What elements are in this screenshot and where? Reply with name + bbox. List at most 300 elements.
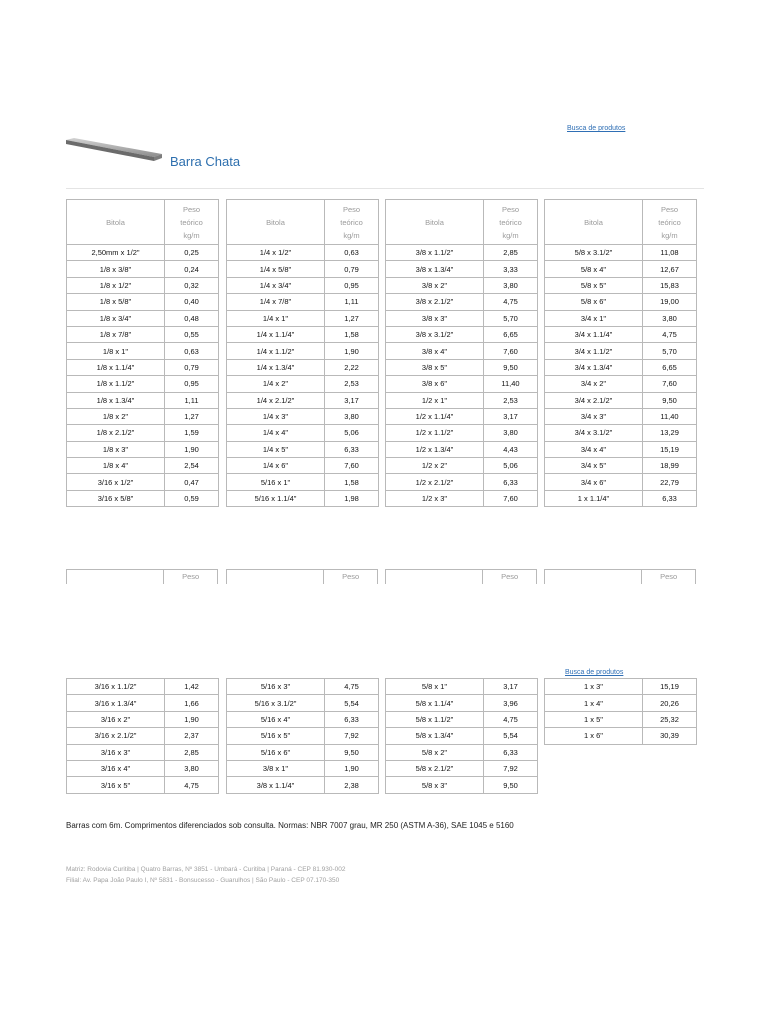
- peso-cell: 1,11: [165, 392, 219, 408]
- bitola-cell: 1 x 1.1/4": [545, 490, 643, 506]
- table-row: [545, 277, 697, 293]
- peso-cell: 1,11: [325, 294, 379, 310]
- table-row: [227, 359, 379, 375]
- gauge-weight-table: [66, 199, 219, 507]
- table-row: [386, 245, 538, 261]
- bitola-cell: 1 x 3": [545, 679, 643, 695]
- peso-cell: 25,32: [643, 711, 697, 727]
- peso-cell: 0,40: [165, 294, 219, 310]
- bitola-cell: 3/16 x 1.3/4": [67, 695, 165, 711]
- table-row: [545, 392, 697, 408]
- table-row: [386, 760, 538, 776]
- peso-cell: 9,50: [325, 744, 379, 760]
- peso-header-line: Peso: [501, 204, 520, 214]
- peso-cell: 3,80: [643, 310, 697, 326]
- bitola-cell: 1/8 x 1.3/4": [67, 392, 165, 408]
- table-row: [545, 376, 697, 392]
- peso-cell: 1,90: [165, 441, 219, 457]
- bitola-cell: 1 x 4": [545, 695, 643, 711]
- cut-bitola-header: [385, 569, 482, 584]
- col-header-bitola: Bitola: [227, 200, 325, 245]
- table-row: [67, 711, 219, 727]
- bitola-cell: 3/8 x 1.3/4": [386, 261, 484, 277]
- peso-header-line: kg/m: [343, 230, 360, 240]
- table-row: [545, 245, 697, 261]
- bitola-cell: 5/16 x 5": [227, 728, 325, 744]
- table-row: [386, 294, 538, 310]
- bitola-cell: 3/8 x 3.1/2": [386, 326, 484, 342]
- peso-cell: 6,33: [643, 490, 697, 506]
- company-address: [66, 864, 345, 886]
- peso-cell: 5,70: [643, 343, 697, 359]
- peso-header-line: teórico: [340, 217, 363, 227]
- bitola-cell: 1/4 x 1": [227, 310, 325, 326]
- bitola-cell: 3/4 x 2": [545, 376, 643, 392]
- table-row: [227, 711, 379, 727]
- bitola-cell: 1/8 x 3/4": [67, 310, 165, 326]
- peso-cell: 7,60: [325, 458, 379, 474]
- peso-cell: 9,50: [484, 777, 538, 793]
- cut-peso-header: Peso: [641, 569, 696, 584]
- peso-cell: 5,54: [325, 695, 379, 711]
- peso-cell: 1,27: [165, 408, 219, 424]
- peso-cell: 15,19: [643, 441, 697, 457]
- col-header-peso: [165, 200, 219, 245]
- peso-cell: 0,59: [165, 490, 219, 506]
- table-row: [227, 392, 379, 408]
- bitola-cell: 5/8 x 1.1/2": [386, 711, 484, 727]
- peso-cell: 2,54: [165, 458, 219, 474]
- table-row: [386, 474, 538, 490]
- cut-peso-header: Peso: [482, 569, 537, 584]
- peso-cell: 3,96: [484, 695, 538, 711]
- peso-cell: 5,06: [325, 425, 379, 441]
- bitola-cell: 5/8 x 5": [545, 277, 643, 293]
- bitola-cell: 5/16 x 6": [227, 744, 325, 760]
- bitola-cell: 3/16 x 3": [67, 744, 165, 760]
- peso-cell: 11,40: [484, 376, 538, 392]
- peso-cell: 19,00: [643, 294, 697, 310]
- gauge-weight-table: [544, 199, 697, 507]
- cut-bitola-header: [66, 569, 163, 584]
- peso-cell: 7,60: [484, 343, 538, 359]
- bitola-cell: 3/4 x 1": [545, 310, 643, 326]
- peso-header-line: teórico: [180, 217, 203, 227]
- table-row: [67, 728, 219, 744]
- table-row: [227, 343, 379, 359]
- table-row: [67, 777, 219, 793]
- peso-cell: 0,25: [165, 245, 219, 261]
- peso-cell: 9,50: [484, 359, 538, 375]
- bitola-cell: 1/2 x 2.1/2": [386, 474, 484, 490]
- cut-table-header: [66, 569, 218, 584]
- table-row: [67, 474, 219, 490]
- table-row: [67, 490, 219, 506]
- bitola-cell: 3/8 x 3": [386, 310, 484, 326]
- peso-cell: 4,43: [484, 441, 538, 457]
- bitola-cell: 3/4 x 6": [545, 474, 643, 490]
- table-row: [545, 490, 697, 506]
- bitola-cell: 1/4 x 7/8": [227, 294, 325, 310]
- col-header-peso: [484, 200, 538, 245]
- table-row: [227, 408, 379, 424]
- table-row: [67, 277, 219, 293]
- table-row: [545, 310, 697, 326]
- bitola-cell: 1/2 x 1.3/4": [386, 441, 484, 457]
- bitola-cell: 1/4 x 1/2": [227, 245, 325, 261]
- table-row: [227, 458, 379, 474]
- peso-cell: 5,54: [484, 728, 538, 744]
- peso-cell: 4,75: [484, 294, 538, 310]
- peso-cell: 2,53: [484, 392, 538, 408]
- bitola-cell: 1/8 x 2": [67, 408, 165, 424]
- bitola-cell: 5/8 x 1.3/4": [386, 728, 484, 744]
- peso-cell: 7,92: [484, 760, 538, 776]
- peso-cell: 4,75: [325, 679, 379, 695]
- bitola-cell: 5/8 x 2": [386, 744, 484, 760]
- bitola-cell: 1/8 x 4": [67, 458, 165, 474]
- address-filial: Filial: Av. Papa João Paulo I, Nº 5831 - Bonsucesso - Guarulhos | São Paulo - CEP 07.170-350: [66, 877, 340, 884]
- cut-bitola-header: [544, 569, 641, 584]
- bitola-cell: 5/8 x 1": [386, 679, 484, 695]
- peso-header-line: kg/m: [502, 230, 519, 240]
- table-row: [386, 261, 538, 277]
- bitola-cell: 3/16 x 1.1/2": [67, 679, 165, 695]
- table-row: [227, 728, 379, 744]
- peso-cell: 18,99: [643, 458, 697, 474]
- peso-cell: 3,80: [484, 425, 538, 441]
- bitola-cell: 3/4 x 4": [545, 441, 643, 457]
- peso-cell: 0,55: [165, 326, 219, 342]
- bitola-cell: 5/8 x 3.1/2": [545, 245, 643, 261]
- peso-cell: 0,47: [165, 474, 219, 490]
- gauge-weight-table: [385, 199, 538, 507]
- bitola-cell: 1/4 x 5/8": [227, 261, 325, 277]
- bitola-cell: 5/16 x 3": [227, 679, 325, 695]
- bitola-cell: 3/16 x 5/8": [67, 490, 165, 506]
- peso-header-line: kg/m: [661, 230, 678, 240]
- peso-cell: 2,22: [325, 359, 379, 375]
- bitola-cell: 1/4 x 3": [227, 408, 325, 424]
- table-row: [67, 392, 219, 408]
- table-row: [386, 425, 538, 441]
- peso-cell: 7,60: [484, 490, 538, 506]
- bars-note: Barras com 6m. Comprimentos diferenciados sob consulta. Normas: NBR 7007 grau, MR 250 (ASTM A-36), SAE 1045 e 5160: [66, 821, 514, 830]
- table-row: [386, 376, 538, 392]
- bitola-cell: 5/8 x 1.1/4": [386, 695, 484, 711]
- bitola-cell: 1/2 x 1": [386, 392, 484, 408]
- bitola-cell: 3/8 x 6": [386, 376, 484, 392]
- bitola-cell: 1/4 x 1.1/2": [227, 343, 325, 359]
- peso-cell: 0,48: [165, 310, 219, 326]
- table-row: [386, 744, 538, 760]
- table-row: [545, 294, 697, 310]
- search-products-link[interactable]: Busca de produtos: [567, 125, 626, 132]
- table-row: [545, 695, 697, 711]
- peso-cell: 3,80: [325, 408, 379, 424]
- bitola-cell: 1/4 x 2": [227, 376, 325, 392]
- bitola-cell: 3/8 x 4": [386, 343, 484, 359]
- table-row: [67, 359, 219, 375]
- bitola-cell: 3/4 x 3.1/2": [545, 425, 643, 441]
- col-header-bitola: Bitola: [545, 200, 643, 245]
- cut-table-header: [544, 569, 696, 584]
- table-row: [67, 245, 219, 261]
- peso-cell: 3,17: [325, 392, 379, 408]
- table-row: [386, 441, 538, 457]
- table-row: [386, 277, 538, 293]
- table-row: [227, 744, 379, 760]
- bitola-cell: 1 x 5": [545, 711, 643, 727]
- peso-cell: 0,79: [325, 261, 379, 277]
- table-row: [386, 711, 538, 727]
- bitola-cell: 1/2 x 3": [386, 490, 484, 506]
- bitola-cell: 5/16 x 3.1/2": [227, 695, 325, 711]
- bitola-cell: 1/8 x 3": [67, 441, 165, 457]
- table-row: [67, 310, 219, 326]
- divider: [66, 188, 704, 189]
- peso-cell: 0,63: [165, 343, 219, 359]
- cut-peso-header: Peso: [163, 569, 218, 584]
- table-row: [67, 376, 219, 392]
- table-row: [227, 277, 379, 293]
- peso-cell: 0,63: [325, 245, 379, 261]
- peso-cell: 6,65: [484, 326, 538, 342]
- table-row: [545, 425, 697, 441]
- peso-cell: 5,06: [484, 458, 538, 474]
- peso-cell: 1,66: [165, 695, 219, 711]
- table-row: [227, 245, 379, 261]
- table-row: [545, 343, 697, 359]
- table-row: [227, 376, 379, 392]
- peso-cell: 4,75: [643, 326, 697, 342]
- bitola-cell: 3/16 x 1/2": [67, 474, 165, 490]
- bitola-cell: 3/4 x 1.3/4": [545, 359, 643, 375]
- peso-cell: 0,32: [165, 277, 219, 293]
- peso-cell: 0,24: [165, 261, 219, 277]
- peso-cell: 1,90: [165, 711, 219, 727]
- table-row: [227, 490, 379, 506]
- bitola-cell: 3/16 x 5": [67, 777, 165, 793]
- search-products-link-bottom[interactable]: Busca de produtos: [565, 669, 624, 676]
- peso-cell: 15,19: [643, 679, 697, 695]
- bitola-cell: 3/4 x 5": [545, 458, 643, 474]
- bitola-cell: 3/16 x 4": [67, 760, 165, 776]
- peso-cell: 1,58: [325, 326, 379, 342]
- bitola-cell: 1/2 x 1.1/2": [386, 425, 484, 441]
- peso-cell: 5,70: [484, 310, 538, 326]
- peso-header-line: Peso: [182, 204, 201, 214]
- table-row: [67, 408, 219, 424]
- bitola-cell: 1 x 6": [545, 728, 643, 744]
- table-row: [67, 458, 219, 474]
- table-row: [67, 679, 219, 695]
- table-row: [386, 310, 538, 326]
- bitola-cell: 1/2 x 1.1/4": [386, 408, 484, 424]
- peso-cell: 0,95: [165, 376, 219, 392]
- table-row: [67, 343, 219, 359]
- table-row: [67, 760, 219, 776]
- table-row: [227, 760, 379, 776]
- bitola-cell: 1/8 x 1/2": [67, 277, 165, 293]
- bitola-cell: 1/4 x 5": [227, 441, 325, 457]
- peso-cell: 11,08: [643, 245, 697, 261]
- table-row: [227, 695, 379, 711]
- bitola-cell: 5/8 x 2.1/2": [386, 760, 484, 776]
- peso-cell: 7,92: [325, 728, 379, 744]
- bitola-cell: 1/8 x 7/8": [67, 326, 165, 342]
- peso-cell: 13,29: [643, 425, 697, 441]
- bitola-cell: 3/16 x 2": [67, 711, 165, 727]
- peso-cell: 1,59: [165, 425, 219, 441]
- peso-cell: 4,75: [484, 711, 538, 727]
- peso-cell: 1,90: [325, 343, 379, 359]
- bitola-cell: 3/4 x 2.1/2": [545, 392, 643, 408]
- peso-cell: 1,90: [325, 760, 379, 776]
- bitola-cell: 2,50mm x 1/2": [67, 245, 165, 261]
- peso-cell: 30,39: [643, 728, 697, 744]
- bitola-cell: 3/8 x 2": [386, 277, 484, 293]
- peso-cell: 3,80: [165, 760, 219, 776]
- peso-cell: 3,80: [484, 277, 538, 293]
- col-header-peso: [643, 200, 697, 245]
- table-row: [386, 408, 538, 424]
- table-row: [67, 695, 219, 711]
- table-row: [545, 441, 697, 457]
- col-header-bitola: Bitola: [386, 200, 484, 245]
- table-row: [227, 441, 379, 457]
- table-row: [545, 326, 697, 342]
- table-row: [386, 777, 538, 793]
- col-header-peso: [325, 200, 379, 245]
- peso-cell: 1,58: [325, 474, 379, 490]
- peso-header-line: teórico: [499, 217, 522, 227]
- bitola-cell: 1/8 x 3/8": [67, 261, 165, 277]
- peso-cell: 22,79: [643, 474, 697, 490]
- table-row: [227, 425, 379, 441]
- col-header-bitola: Bitola: [67, 200, 165, 245]
- bitola-cell: 1/8 x 1.1/4": [67, 359, 165, 375]
- table-row: [67, 441, 219, 457]
- peso-cell: 1,42: [165, 679, 219, 695]
- table-row: [545, 679, 697, 695]
- table-row: [545, 474, 697, 490]
- gauge-weight-table: [66, 678, 219, 794]
- table-row: [227, 326, 379, 342]
- peso-cell: 2,53: [325, 376, 379, 392]
- peso-header-line: teórico: [658, 217, 681, 227]
- table-row: [545, 711, 697, 727]
- bitola-cell: 1/4 x 6": [227, 458, 325, 474]
- table-row: [227, 261, 379, 277]
- bitola-cell: 5/16 x 4": [227, 711, 325, 727]
- table-row: [545, 458, 697, 474]
- cut-table-header: [385, 569, 537, 584]
- table-row: [227, 679, 379, 695]
- table-row: [67, 294, 219, 310]
- bitola-cell: 1/8 x 1.1/2": [67, 376, 165, 392]
- bitola-cell: 1/4 x 2.1/2": [227, 392, 325, 408]
- peso-cell: 7,60: [643, 376, 697, 392]
- peso-cell: 2,37: [165, 728, 219, 744]
- cut-bitola-header: [226, 569, 323, 584]
- bitola-cell: 5/8 x 3": [386, 777, 484, 793]
- address-matriz: Matriz: Rodovia Curitiba | Quatro Barras, Nº 3851 - Umbará - Curitiba | Paraná - CEP 81.930-002: [66, 866, 346, 873]
- peso-header-line: Peso: [660, 204, 679, 214]
- table-row: [227, 777, 379, 793]
- table-row: [386, 490, 538, 506]
- bitola-cell: 3/16 x 2.1/2": [67, 728, 165, 744]
- peso-cell: 20,26: [643, 695, 697, 711]
- table-row: [386, 359, 538, 375]
- peso-cell: 0,79: [165, 359, 219, 375]
- peso-header-line: Peso: [342, 204, 361, 214]
- flat-bar-image: [64, 137, 164, 173]
- peso-cell: 15,83: [643, 277, 697, 293]
- peso-cell: 1,98: [325, 490, 379, 506]
- table-row: [545, 408, 697, 424]
- peso-cell: 6,33: [484, 474, 538, 490]
- bitola-cell: 1/4 x 1.1/4": [227, 326, 325, 342]
- bitola-cell: 3/4 x 1.1/4": [545, 326, 643, 342]
- table-row: [386, 458, 538, 474]
- table-row: [386, 679, 538, 695]
- peso-cell: 3,17: [484, 679, 538, 695]
- bitola-cell: 1/8 x 1": [67, 343, 165, 359]
- gauge-weight-table: [226, 199, 379, 507]
- peso-cell: 11,40: [643, 408, 697, 424]
- table-row: [227, 294, 379, 310]
- peso-cell: 2,38: [325, 777, 379, 793]
- table-row: [386, 695, 538, 711]
- peso-cell: 4,75: [165, 777, 219, 793]
- peso-cell: 3,33: [484, 261, 538, 277]
- bitola-cell: 3/8 x 1.1/4": [227, 777, 325, 793]
- gauge-weight-table: [544, 678, 697, 745]
- peso-header-line: kg/m: [183, 230, 200, 240]
- bitola-cell: 3/8 x 1.1/2": [386, 245, 484, 261]
- bitola-cell: 1/8 x 5/8": [67, 294, 165, 310]
- bitola-cell: 5/8 x 6": [545, 294, 643, 310]
- bitola-cell: 3/4 x 3": [545, 408, 643, 424]
- bitola-cell: 5/8 x 4": [545, 261, 643, 277]
- bitola-cell: 5/16 x 1": [227, 474, 325, 490]
- cut-table-header: [226, 569, 378, 584]
- peso-cell: 6,33: [484, 744, 538, 760]
- peso-cell: 9,50: [643, 392, 697, 408]
- peso-cell: 6,33: [325, 441, 379, 457]
- table-row: [67, 326, 219, 342]
- peso-cell: 3,17: [484, 408, 538, 424]
- page-title: Barra Chata: [170, 154, 241, 169]
- peso-cell: 2,85: [165, 744, 219, 760]
- bitola-cell: 1/4 x 1.3/4": [227, 359, 325, 375]
- table-row: [545, 261, 697, 277]
- table-row: [67, 744, 219, 760]
- bitola-cell: 1/4 x 3/4": [227, 277, 325, 293]
- table-row: [545, 728, 697, 744]
- table-row: [227, 310, 379, 326]
- table-row: [545, 359, 697, 375]
- peso-cell: 12,67: [643, 261, 697, 277]
- peso-cell: 0,95: [325, 277, 379, 293]
- bitola-cell: 3/4 x 1.1/2": [545, 343, 643, 359]
- bitola-cell: 1/8 x 2.1/2": [67, 425, 165, 441]
- peso-cell: 2,85: [484, 245, 538, 261]
- table-row: [227, 474, 379, 490]
- gauge-weight-table: [385, 678, 538, 794]
- table-row: [67, 425, 219, 441]
